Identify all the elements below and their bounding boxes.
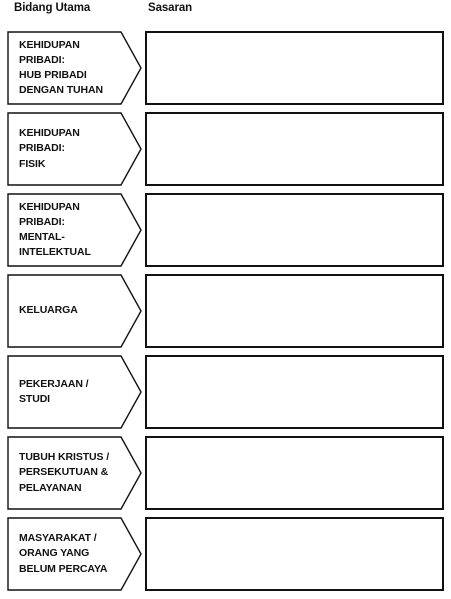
- area-row: [0, 193, 451, 269]
- goal-box[interactable]: [145, 355, 444, 429]
- area-label: MASYARAKAT / ORANG YANG BELUM PERCAYA: [19, 532, 108, 575]
- area-label: KEHIDUPAN PRIBADI: HUB PRIBADI DENGAN TUHAN: [19, 38, 103, 97]
- area-label: KEHIDUPAN PRIBADI: FISIK: [19, 127, 80, 170]
- area-row: [0, 31, 451, 107]
- area-label: PEKERJAAN / STUDI: [19, 377, 89, 405]
- area-row: [0, 112, 451, 188]
- goal-box[interactable]: [145, 112, 444, 186]
- area-row: [0, 355, 451, 431]
- area-row: [0, 517, 451, 593]
- goal-box[interactable]: [145, 517, 444, 591]
- area-row: [0, 436, 451, 512]
- area-label: TUBUH KRISTUS / PERSEKUTUAN & PELAYANAN: [19, 451, 110, 494]
- header-sasaran: Sasaran: [148, 2, 193, 14]
- area-label: KELUARGA: [19, 304, 78, 317]
- header-bidang-utama: Bidang Utama: [14, 2, 91, 14]
- area-label: KEHIDUPAN PRIBADI: MENTAL- INTELEKTUAL: [19, 200, 91, 259]
- area-row: [0, 274, 451, 350]
- goal-box[interactable]: [145, 274, 444, 348]
- goal-box[interactable]: [145, 193, 444, 267]
- goal-box[interactable]: [145, 31, 444, 105]
- goal-box[interactable]: [145, 436, 444, 510]
